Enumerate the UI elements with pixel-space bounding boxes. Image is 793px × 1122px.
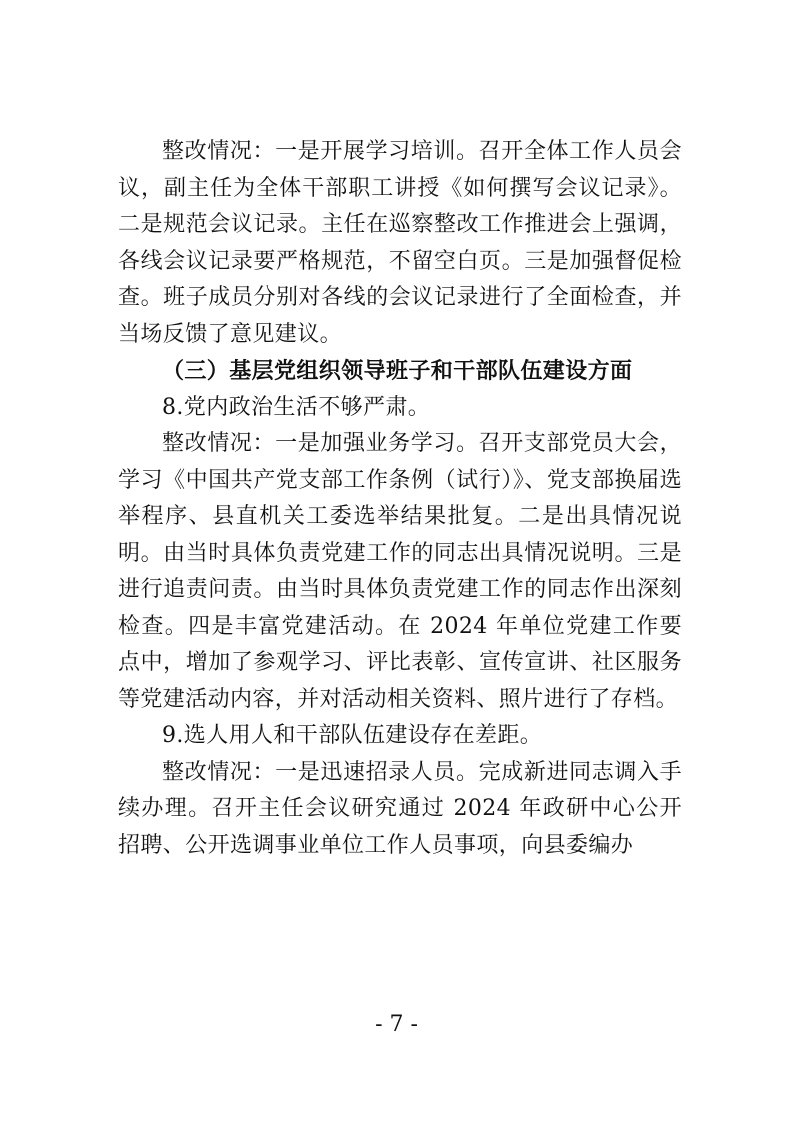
item-9-title: 9.选人用人和干部队伍建设存在差距。 [162,723,543,748]
item-8-title: 8.党内政治生活不够严肃。 [162,394,431,420]
document-body [118,134,682,864]
paragraph-rectification-meeting-records: 整改情况：一是开展学习培训。召开全体工作人员会议，副主任为全体干部职工讲授《如何撰写会议记录》。二是规范会议记录。主任在巡察整改工作推进会上强调，各线会议记录要严格规范，不留空白页。三是加强督促检查。班子成员分别对各线的会议记录进行了全面检查，并当场反馈了意见建议。 [118,139,682,347]
paragraph-rectification-item-8: 整改情况：一是加强业务学习。召开支部党员大会，学习《中国共产党支部工作条例（试行）》、党支部换届选举程序、县直机关工委选举结果批复。二是出具情况说明。由当时具体负责党建工作的同志出具情况说明。三是进行追责问责。由当时具体负责党建工作的同志作出深刻检查。四是丰富党建活动。在 2024 年单位党建工作要点中，增加了参观学习、评比表彰、宣传宣讲、社区服务等党建活动内容，并对活动相关资料、照片进行了存档。 [118,431,682,712]
section-heading-3: （三）基层党组织领导班子和干部队伍建设方面 [162,358,633,384]
page-number: - 7 - [375,1012,418,1037]
paragraph-rectification-item-9: 整改情况：一是迅速招录人员。完成新进同志调入手续办理。召开主任会议研究通过 2024 年政研中心公开招聘、公开选调事业单位工作人员事项，向县委编办 [118,759,682,858]
